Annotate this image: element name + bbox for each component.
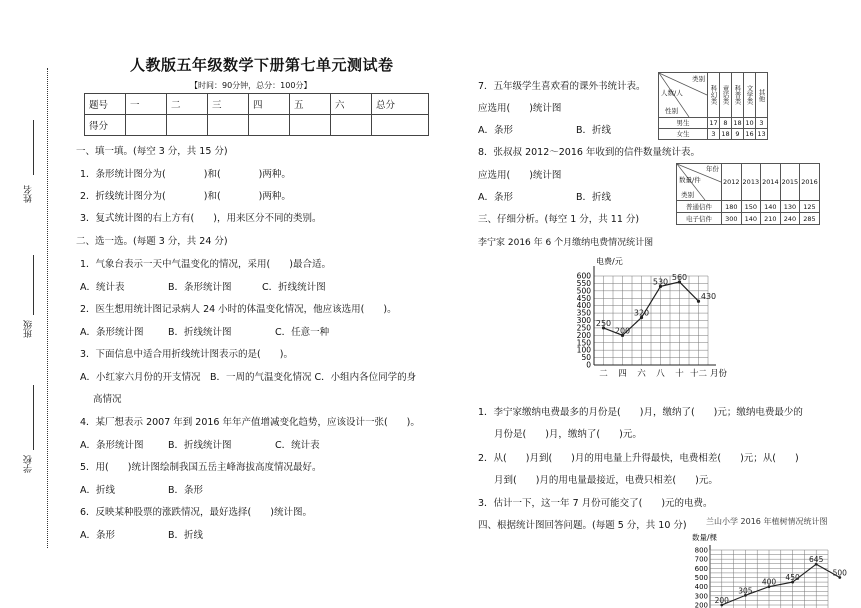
score-cell: 得分 <box>85 115 126 136</box>
p2-q3-options-cont: 高情况 <box>93 394 122 405</box>
y-axis-label: 数量/棵 <box>692 533 718 542</box>
score-input[interactable] <box>208 115 249 136</box>
p3-question-3: 3．估计一下，这一年 7 月份可能交了( )元的电费。 <box>478 498 713 509</box>
q8-table <box>676 163 820 225</box>
p1-question-2: 2．折线统计图分为( )和( )两种。 <box>80 191 291 202</box>
y-tick-label: 0 <box>586 360 591 370</box>
p2-question-2: 2．医生想用统计图记录病人 24 小时的体温变化情况，他应该选用( )。 <box>80 304 397 315</box>
score-cell: 题号 <box>85 94 126 115</box>
score-cell: 六 <box>331 94 372 115</box>
q8-cell: 125 <box>800 201 820 213</box>
q8-cell: 140 <box>761 201 781 213</box>
q7-col-header: 科幻类 <box>708 73 720 118</box>
score-cell: 一 <box>126 94 167 115</box>
q8-cell: 210 <box>761 213 781 225</box>
data-label: 200 <box>714 596 729 605</box>
score-cell: 总分 <box>372 94 429 115</box>
p2-q4-option-b: B．折线统计图 <box>168 440 232 451</box>
y-tick-label: 550 <box>576 278 591 288</box>
q7-col-header: 其他 <box>756 73 768 118</box>
p2-q4-option-a: A．条形统计图 <box>80 440 144 451</box>
q7-option-b: B．折线 <box>576 125 612 136</box>
q7-cell: 17 <box>709 119 718 127</box>
y-tick-label: 200 <box>694 601 708 608</box>
x-tick-label: 八 <box>656 369 665 379</box>
q7-corner-cell: 类别 人数/人 性别 <box>659 73 708 118</box>
data-label: 250 <box>595 318 612 328</box>
q8-cell: 130 <box>780 201 800 213</box>
score-input[interactable] <box>331 115 372 136</box>
data-label: 200 <box>614 326 631 336</box>
data-label: 305 <box>738 586 753 596</box>
data-point <box>697 300 700 303</box>
data-label: 430 <box>700 292 717 302</box>
p3-question-1b: 月份是( )月，缴纳了( )元。 <box>494 429 642 440</box>
part2-heading: 二、选一选。(每题 3 分，共 24 分) <box>76 236 228 247</box>
y-tick-label: 300 <box>576 316 591 325</box>
x-tick-label: 二 <box>599 369 608 379</box>
p2-q5-option-a: A．折线 <box>80 485 115 496</box>
data-label: 320 <box>633 308 650 318</box>
q7-col-header: 童话类 <box>720 73 732 118</box>
score-cell: 三 <box>208 94 249 115</box>
class-underline <box>33 255 34 315</box>
name-label: 姓名 <box>23 185 34 203</box>
q8-cell: 285 <box>800 213 820 225</box>
x-tick-label: 四 <box>618 369 627 379</box>
p3-question-1a: 1．李宁家缴纳电费最多的月份是( )月，缴纳了( )元；缴纳电费最少的 <box>478 407 803 418</box>
q8-cell: 140 <box>741 213 761 225</box>
q7-cell: 10 <box>745 119 754 127</box>
data-label: 645 <box>809 555 824 565</box>
data-label: 400 <box>761 577 777 587</box>
q7-text: 7．五年级学生喜欢看的课外书统计表。 <box>478 81 646 92</box>
q8-row-label: 普通信件 <box>677 201 722 213</box>
score-input[interactable] <box>290 115 331 136</box>
y-tick-label: 50 <box>581 353 591 363</box>
p2-question-4: 4．某厂想表示 2007 年到 2016 年年产值增减变化趋势，应该设计一张( )。 <box>80 417 420 428</box>
q8-text: 8．张叔叔 2012～2016 年收到的信件数量统计表。 <box>478 147 700 158</box>
q8-corner-cell: 年份 数量/件 类别 <box>677 164 722 201</box>
chart1-title: 李宁家 2016 年 6 个月缴纳电费情况统计图 <box>478 238 654 248</box>
school-label: 学校 <box>23 455 34 473</box>
q8-col-header: 2014 <box>761 164 781 201</box>
p2-q2-option-b: B．折线统计图 <box>168 327 232 338</box>
q7-choose: 应选用( )统计图 <box>478 103 562 114</box>
q8-col-header: 2013 <box>741 164 761 201</box>
y-tick-label: 400 <box>576 301 591 311</box>
part3-heading: 三、仔细分析。(每空 1 分，共 11 分) <box>478 214 640 225</box>
tree-planting-line-chart <box>680 528 847 608</box>
p1-question-3: 3．复式统计图的右上方有( )，用来区分不同的类别。 <box>80 213 322 224</box>
school-underline <box>33 385 34 450</box>
p3-question-2b: 月到( )月的用电量最接近，电费只相差( )元。 <box>494 475 718 486</box>
y-tick-label: 400 <box>694 583 708 592</box>
score-input[interactable] <box>249 115 290 136</box>
x-tick-label: 六 <box>637 369 646 379</box>
score-cell: 二 <box>167 94 208 115</box>
p2-q1-option-b: B．条形统计图 <box>168 282 232 293</box>
q7-row-label: 男生 <box>659 118 708 129</box>
q8-cell: 300 <box>722 213 742 225</box>
score-cell: 五 <box>290 94 331 115</box>
q7-cell: 16 <box>745 130 754 138</box>
q8-col-header: 2016 <box>800 164 820 201</box>
p2-question-6: 6．反映某种股票的涨跌情况，最好选择( )统计图。 <box>80 507 312 518</box>
p2-question-1: 1．气象台表示一天中气温变化的情况，采用( )最合适。 <box>80 259 331 270</box>
y-tick-label: 200 <box>576 330 591 340</box>
q8-col-header: 2012 <box>722 164 742 201</box>
p2-q5-option-b: B．条形 <box>168 485 204 496</box>
q7-cell: 18 <box>721 130 730 138</box>
score-cell: 四 <box>249 94 290 115</box>
data-label: 530 <box>652 277 669 287</box>
p2-q4-option-c: C．统计表 <box>275 440 320 451</box>
p1-question-1: 1．条形统计图分为( )和( )两种。 <box>80 169 291 180</box>
x-axis-label: 月份 <box>710 369 728 379</box>
time-info: 【时间：90分钟，总分：100分】 <box>190 81 312 90</box>
y-tick-label: 600 <box>576 271 591 281</box>
data-label: 500 <box>832 568 847 578</box>
q7-cell: 9 <box>732 129 744 140</box>
y-tick-label: 350 <box>576 308 591 318</box>
q7-col-header: 文学类 <box>744 73 756 118</box>
y-tick-label: 800 <box>694 546 708 555</box>
q7-cell: 8 <box>720 118 732 129</box>
p2-question-3: 3．下面信息中适合用折线统计图表示的是( )。 <box>80 349 293 360</box>
x-tick-label: 十二 <box>689 369 708 379</box>
q7-cell: 18 <box>733 119 742 127</box>
score-table <box>84 93 429 136</box>
y-tick-label: 150 <box>576 338 591 348</box>
q8-option-b: B．折线 <box>576 192 612 203</box>
part4-heading: 四、根据统计图回答问题。(每题 5 分，共 10 分) <box>478 520 687 531</box>
part1-heading: 一、填一填。(每空 3 分，共 15 分) <box>76 146 228 157</box>
y-tick-label: 600 <box>694 564 708 573</box>
q7-cell: 13 <box>757 130 766 138</box>
score-row-headers <box>85 94 429 115</box>
p2-q1-option-c: C．折线统计图 <box>262 282 326 293</box>
data-label: 560 <box>671 272 688 282</box>
p2-q3-options: A．小红家六月份的开支情况 B．一周的气温变化情况 C．小组内各位同学的身 <box>80 372 417 383</box>
q8-row-label: 电子信件 <box>677 213 722 225</box>
x-tick-label: 十 <box>675 369 684 379</box>
p3-question-2a: 2．从( )月到( )月的用电量上升得最快，电费相差( )元；从( ) <box>478 453 799 464</box>
y-tick-label: 300 <box>694 592 708 601</box>
class-label: 班级 <box>23 320 34 338</box>
q7-table <box>658 72 768 140</box>
y-tick-label: 100 <box>576 345 591 355</box>
p2-q2-option-c: C．任意一种 <box>275 327 330 338</box>
q7-col-header: 科普类 <box>732 73 744 118</box>
y-tick-label: 250 <box>576 323 591 333</box>
p2-q2-option-a: A．条形统计图 <box>80 327 144 338</box>
q8-col-header: 2015 <box>780 164 800 201</box>
name-underline <box>33 120 34 175</box>
score-input[interactable] <box>372 115 429 136</box>
q8-choose: 应选用( )统计图 <box>478 170 562 181</box>
binding-dotted-line <box>47 68 48 548</box>
q8-cell: 150 <box>741 201 761 213</box>
q7-cell: 3 <box>708 129 720 140</box>
y-tick-label: 500 <box>576 286 591 296</box>
p2-q6-option-b: B．折线 <box>168 530 204 541</box>
y-axis-label: 电费/元 <box>596 257 623 266</box>
q7-option-a: A．条形 <box>478 125 513 136</box>
score-row-values <box>85 115 429 136</box>
q7-row-label: 女生 <box>659 129 708 140</box>
page-title: 人教版五年级数学下册第七单元测试卷 <box>130 56 394 74</box>
p2-question-5: 5．用( )统计图绘制我国五岳主峰海拔高度情况最好。 <box>80 462 322 473</box>
p2-q1-option-a: A．统计表 <box>80 282 125 293</box>
y-tick-label: 500 <box>694 574 708 582</box>
score-input[interactable] <box>126 115 167 136</box>
chart2-title: 兰山小学 2016 年植树情况统计图 <box>706 517 828 526</box>
y-tick-label: 450 <box>576 293 591 303</box>
q8-option-a: A．条形 <box>478 192 513 203</box>
q7-cell: 3 <box>756 118 768 129</box>
p2-q6-option-a: A．条形 <box>80 530 115 541</box>
score-input[interactable] <box>167 115 208 136</box>
q8-cell: 180 <box>722 201 742 213</box>
data-label: 450 <box>785 573 800 583</box>
electricity-line-chart <box>560 254 730 378</box>
y-tick-label: 700 <box>694 555 708 564</box>
q8-cell: 240 <box>780 213 800 225</box>
